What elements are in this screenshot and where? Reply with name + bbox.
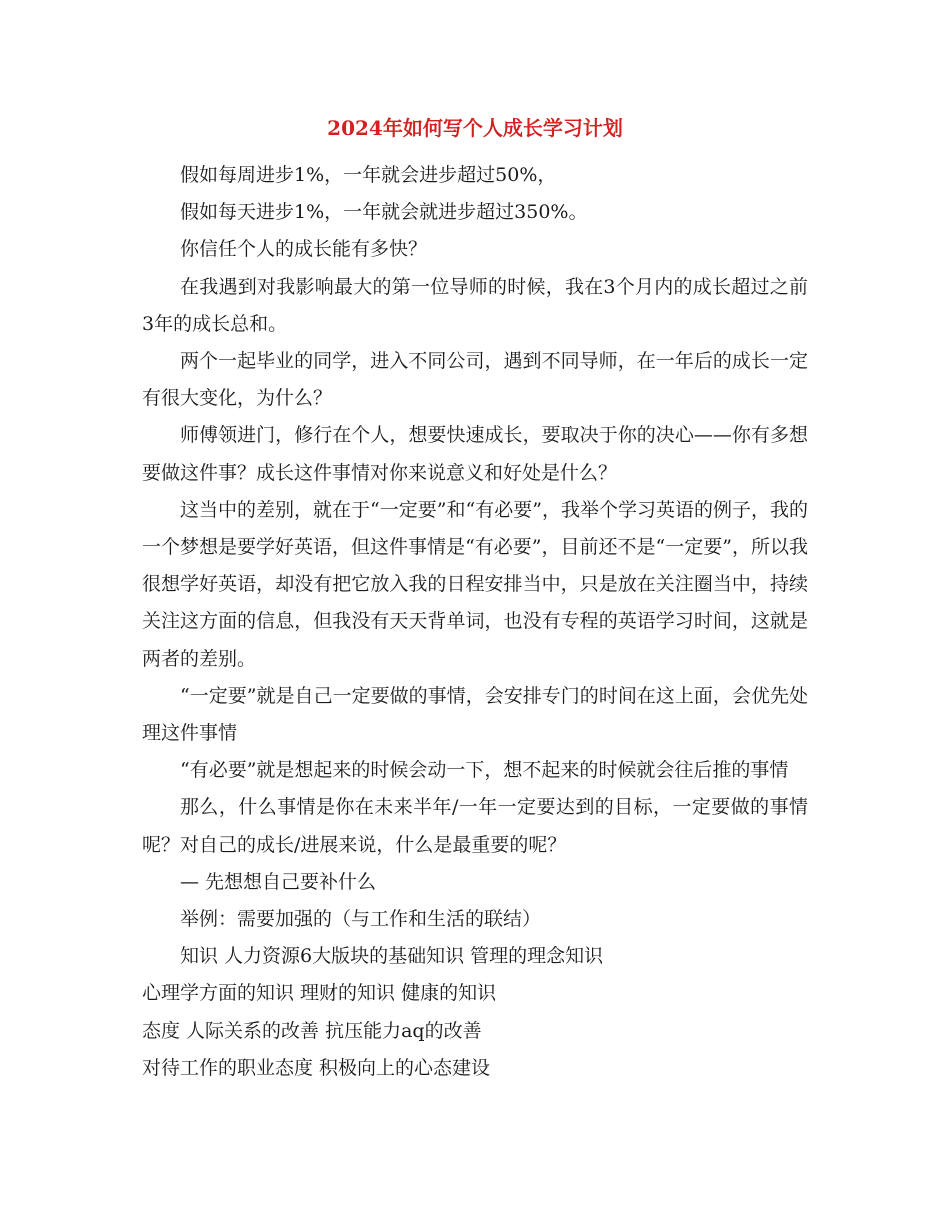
paragraph: 知识 人力资源6大版块的基础知识 管理的理念知识 <box>180 945 604 968</box>
paragraph: 在我遇到对我影响最大的第一位导师的时候，我在3个月内的成长超过之前3年的成长总和。 <box>142 275 808 335</box>
paragraph: “有必要”就是想起来的时候会动一下，想不起来的时候就会往后推的事情 <box>180 759 789 782</box>
paragraph: 假如每天进步1%，一年就会就进步超过350%。 <box>180 201 588 224</box>
paragraph: 心理学方面的知识 理财的知识 健康的知识 <box>142 982 497 1005</box>
paragraph: 两个一起毕业的同学，进入不同公司，遇到不同导师，在一年后的成长一定有很大变化，为什么？ <box>142 350 808 410</box>
paragraph: 举例：需要加强的（与工作和生活的联结） <box>180 908 542 931</box>
paragraph: “一定要”就是自己一定要做的事情，会安排专门的时间在这上面，会优先处理这件事情 <box>142 684 808 745</box>
paragraph: 师傅领进门，修行在个人，想要快速成长，要取决于你的决心——你有多想要做这件事？成长这件事情对你来说意义和好处是什么？ <box>142 424 808 484</box>
document-title: 2024年如何写个人成长学习计划 <box>327 116 623 140</box>
paragraph: 态度 人际关系的改善 抗压能力aq的改善 <box>142 1019 482 1042</box>
paragraph: — 先想想自己要补什么 <box>180 870 377 893</box>
paragraph: 那么，什么事情是你在未来半年/一年一定要达到的目标，一定要做的事情呢？对自己的成长/进展来说，什么是最重要的呢？ <box>142 796 808 856</box>
paragraph: 对待工作的职业态度 积极向上的心态建设 <box>142 1056 491 1079</box>
paragraph: 你信任个人的成长能有多快？ <box>180 238 428 261</box>
paragraph: 这当中的差别，就在于“一定要”和“有必要”，我举个学习英语的例子，我的一个梦想是要学好英语，但这件事情是“有必要”，目前还不是“一定要”，所以我很想学好英语，却没有把它放入我的日程安排当中，只是放在关注圈当中，持续关注这方面的信息，但我没有天天背单词，也没有专程的英语学习时间，这就是两者的差别。 <box>142 498 808 670</box>
document-body <box>142 157 808 1087</box>
paragraph: 假如每周进步1%，一年就会进步超过50%， <box>180 164 557 186</box>
